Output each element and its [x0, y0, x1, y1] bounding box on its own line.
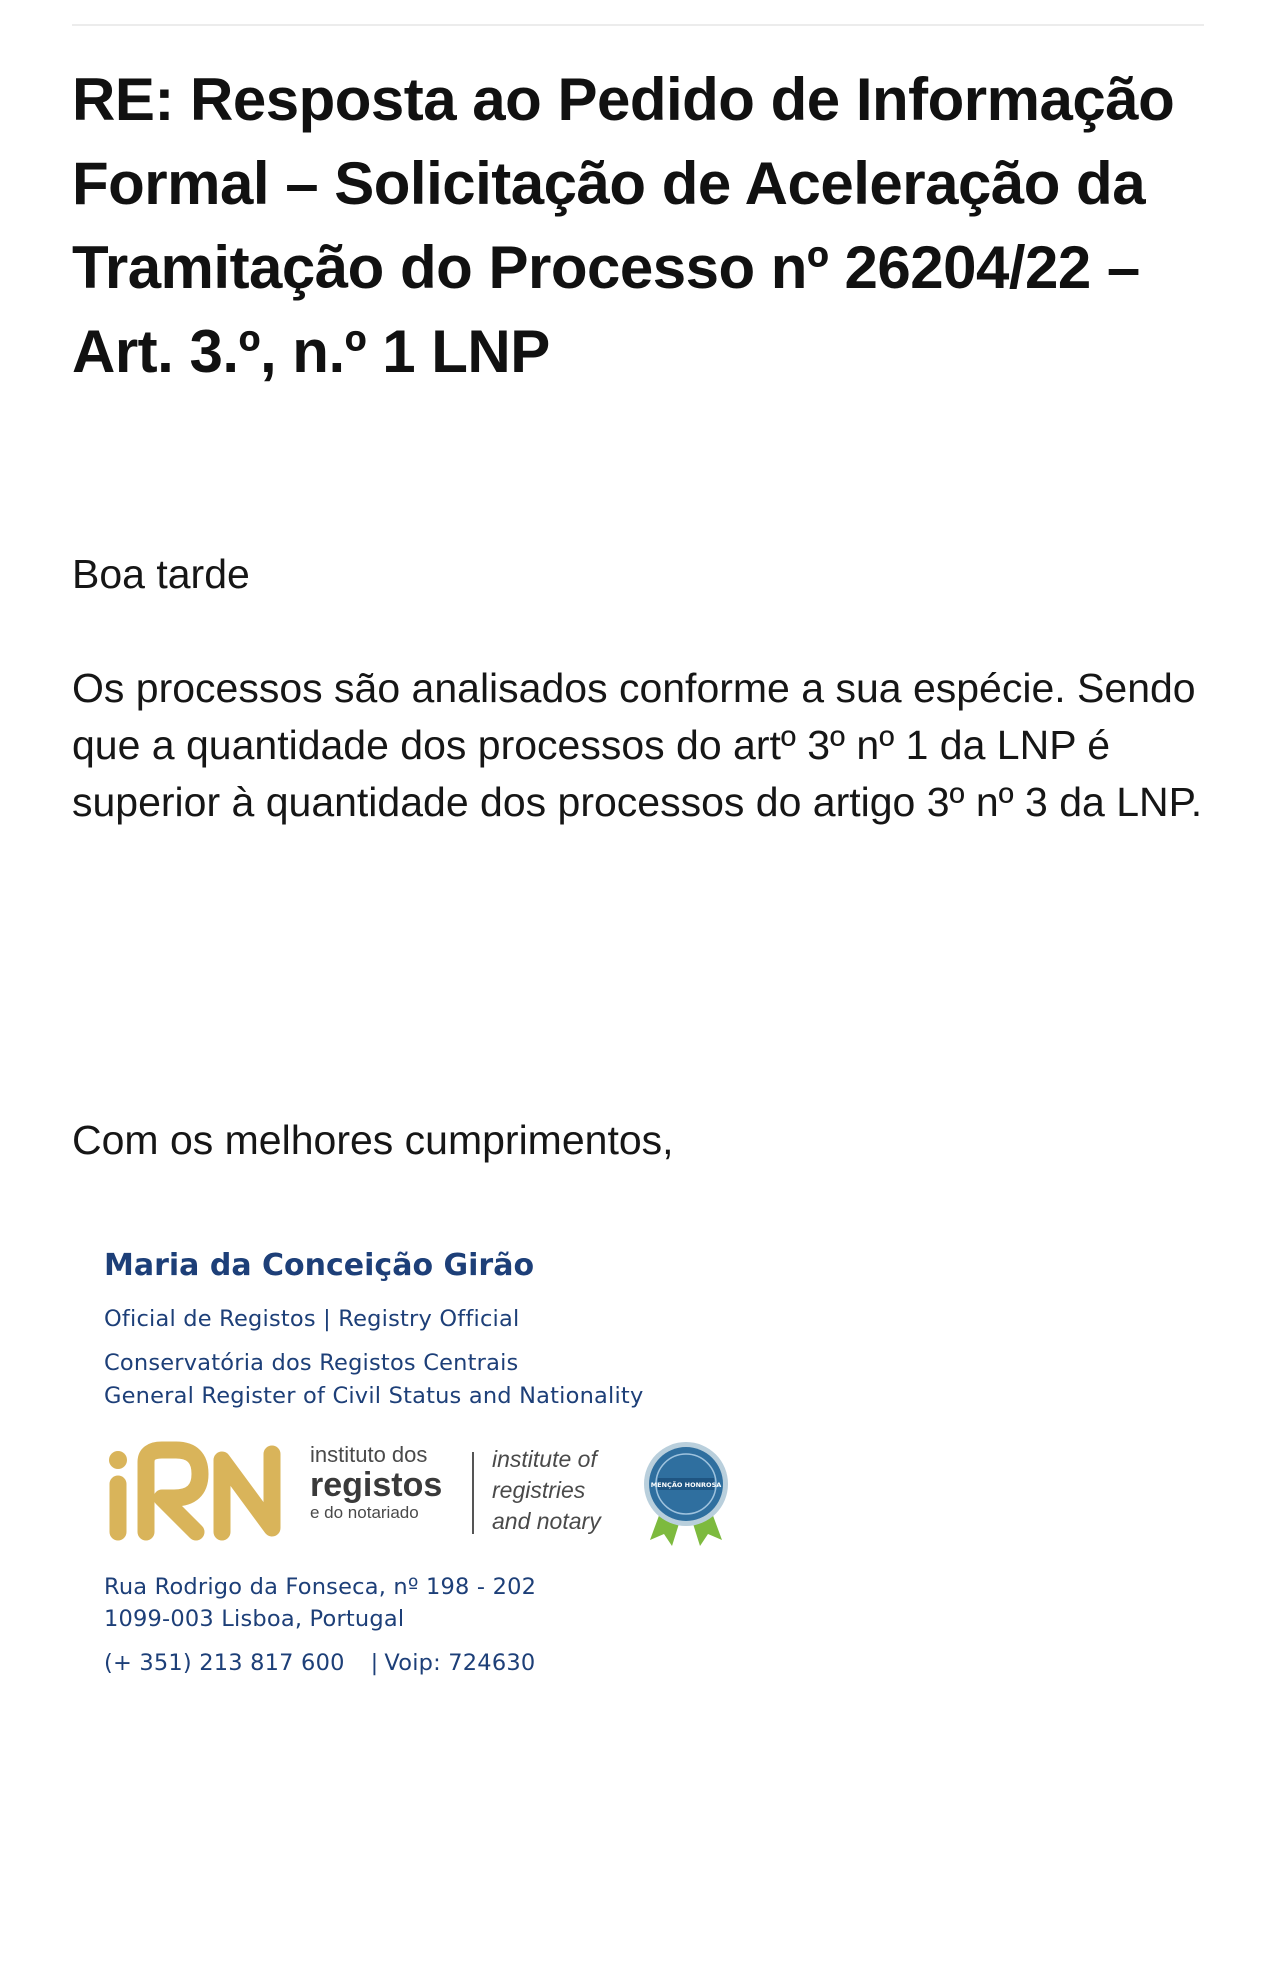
logo-text-english	[492, 1444, 601, 1537]
email-closing: Com os melhores cumprimentos,	[72, 1117, 674, 1163]
logo-pt-line2: registos	[310, 1466, 443, 1504]
signature-organization-pt: Conservatória dos Registos Centrais	[104, 1350, 519, 1376]
signature-address-line2: 1099-003 Lisboa, Portugal	[104, 1606, 405, 1632]
signature-title: Oficial de Registos | Registry Official	[104, 1306, 520, 1332]
email-body-paragraph: Os processos são analisados conforme a sua espécie. Sendo que a quantidade dos processos do artº 3º nº 1 da LNP é superior à quantidade dos processos do artigo 3º nº 3 da LNP.	[72, 665, 1203, 825]
signature-phone[interactable]: (+ 351) 213 817 600	[104, 1650, 345, 1676]
email-subject: RE: Resposta ao Pedido de Informação Formal – Solicitação de Aceleração da Tramitação do Processo nº 26204/22 – Art. 3.º, n.º 1 LNP	[72, 66, 1175, 385]
logo-text-portuguese	[310, 1444, 442, 1521]
logo-en-line2: registries	[492, 1477, 586, 1503]
signature-name: Maria da Conceição Girão	[104, 1248, 535, 1283]
logo-separator	[472, 1452, 474, 1534]
svg-text:MENÇÃO HONROSA: MENÇÃO HONROSA	[650, 1481, 722, 1489]
signature-address-line1: Rua Rodrigo da Fonseca, nº 198 - 202	[104, 1574, 537, 1600]
top-divider	[72, 24, 1204, 26]
irn-logo-block	[104, 1440, 744, 1550]
logo-pt-line3: e do notariado	[310, 1503, 419, 1522]
logo-en-line3: and notary	[492, 1508, 601, 1534]
signature-voip: Voip: 724630	[384, 1650, 536, 1676]
contact-separator: |	[370, 1650, 379, 1676]
logo-en-line1: institute of	[492, 1446, 597, 1472]
signature-contact-line	[104, 1650, 535, 1676]
award-seal-icon	[640, 1440, 732, 1548]
email-greeting: Boa tarde	[72, 551, 250, 597]
irn-logo	[104, 1440, 294, 1544]
signature-organization-en: General Register of Civil Status and Nationality	[104, 1383, 644, 1409]
logo-pt-line1: instituto dos	[310, 1442, 428, 1467]
